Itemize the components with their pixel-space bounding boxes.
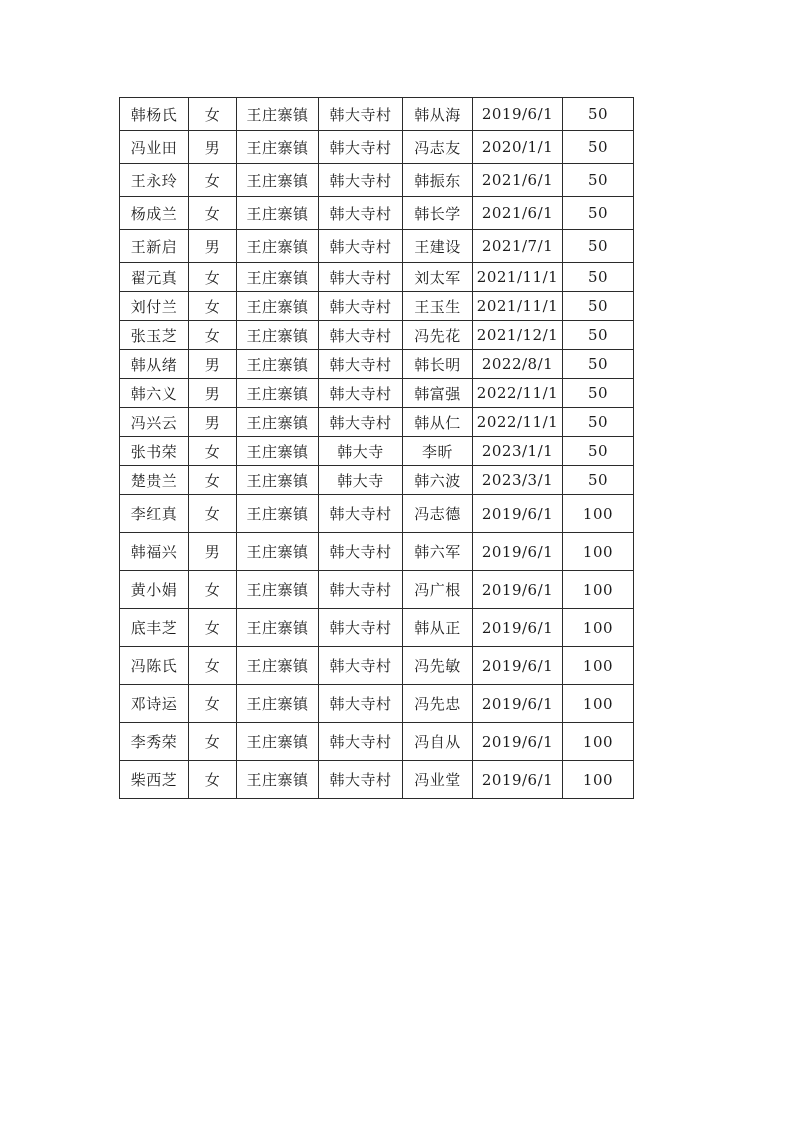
cell-date: 2022/11/1	[473, 379, 563, 408]
cell-gender: 男	[189, 350, 237, 379]
cell-name: 柴西芝	[120, 761, 189, 799]
table-row	[120, 533, 634, 571]
cell-village: 韩大寺村	[319, 350, 403, 379]
cell-name: 李秀荣	[120, 723, 189, 761]
cell-village: 韩大寺村	[319, 571, 403, 609]
table-row	[120, 761, 634, 799]
cell-village: 韩大寺村	[319, 292, 403, 321]
cell-amount: 50	[563, 466, 634, 495]
table-row	[120, 263, 634, 292]
cell-amount: 100	[563, 533, 634, 571]
cell-gender: 女	[189, 263, 237, 292]
cell-name: 王新启	[120, 230, 189, 263]
cell-town: 王庄寨镇	[237, 321, 319, 350]
cell-contact: 韩从仁	[403, 408, 473, 437]
cell-date: 2021/7/1	[473, 230, 563, 263]
cell-town: 王庄寨镇	[237, 263, 319, 292]
cell-date: 2019/6/1	[473, 571, 563, 609]
cell-village: 韩大寺村	[319, 761, 403, 799]
cell-name: 刘付兰	[120, 292, 189, 321]
cell-date: 2022/8/1	[473, 350, 563, 379]
cell-contact: 冯广根	[403, 571, 473, 609]
cell-date: 2023/3/1	[473, 466, 563, 495]
cell-contact: 冯志德	[403, 495, 473, 533]
cell-gender: 女	[189, 647, 237, 685]
cell-contact: 韩振东	[403, 164, 473, 197]
cell-village: 韩大寺村	[319, 533, 403, 571]
cell-date: 2021/11/1	[473, 292, 563, 321]
cell-contact: 韩长明	[403, 350, 473, 379]
cell-town: 王庄寨镇	[237, 164, 319, 197]
cell-amount: 100	[563, 723, 634, 761]
cell-date: 2019/6/1	[473, 685, 563, 723]
cell-date: 2021/11/1	[473, 263, 563, 292]
cell-gender: 女	[189, 495, 237, 533]
cell-town: 王庄寨镇	[237, 350, 319, 379]
records-table	[119, 97, 634, 799]
cell-amount: 50	[563, 230, 634, 263]
table-row	[120, 685, 634, 723]
cell-gender: 女	[189, 98, 237, 131]
cell-date: 2020/1/1	[473, 131, 563, 164]
cell-gender: 男	[189, 408, 237, 437]
cell-amount: 100	[563, 685, 634, 723]
cell-town: 王庄寨镇	[237, 685, 319, 723]
cell-town: 王庄寨镇	[237, 647, 319, 685]
cell-gender: 女	[189, 466, 237, 495]
cell-village: 韩大寺	[319, 466, 403, 495]
table-row	[120, 321, 634, 350]
cell-amount: 50	[563, 350, 634, 379]
cell-name: 韩从绪	[120, 350, 189, 379]
cell-gender: 女	[189, 685, 237, 723]
cell-amount: 50	[563, 131, 634, 164]
cell-gender: 女	[189, 437, 237, 466]
cell-date: 2019/6/1	[473, 98, 563, 131]
cell-contact: 冯先忠	[403, 685, 473, 723]
cell-contact: 冯志友	[403, 131, 473, 164]
table-row	[120, 466, 634, 495]
cell-contact: 冯业堂	[403, 761, 473, 799]
cell-town: 王庄寨镇	[237, 466, 319, 495]
cell-amount: 100	[563, 495, 634, 533]
cell-date: 2019/6/1	[473, 761, 563, 799]
cell-contact: 韩六军	[403, 533, 473, 571]
cell-gender: 男	[189, 379, 237, 408]
table-row	[120, 98, 634, 131]
cell-village: 韩大寺村	[319, 495, 403, 533]
table-row	[120, 609, 634, 647]
cell-gender: 男	[189, 533, 237, 571]
cell-gender: 女	[189, 292, 237, 321]
cell-amount: 50	[563, 197, 634, 230]
cell-date: 2022/11/1	[473, 408, 563, 437]
cell-contact: 冯先敏	[403, 647, 473, 685]
cell-town: 王庄寨镇	[237, 761, 319, 799]
cell-gender: 女	[189, 571, 237, 609]
cell-village: 韩大寺村	[319, 321, 403, 350]
cell-village: 韩大寺村	[319, 131, 403, 164]
cell-village: 韩大寺村	[319, 609, 403, 647]
cell-gender: 女	[189, 723, 237, 761]
cell-name: 邓诗运	[120, 685, 189, 723]
cell-name: 张玉芝	[120, 321, 189, 350]
cell-date: 2019/6/1	[473, 723, 563, 761]
table-row	[120, 292, 634, 321]
cell-name: 王永玲	[120, 164, 189, 197]
cell-date: 2021/6/1	[473, 197, 563, 230]
cell-name: 翟元真	[120, 263, 189, 292]
cell-amount: 50	[563, 98, 634, 131]
cell-amount: 50	[563, 164, 634, 197]
cell-village: 韩大寺村	[319, 230, 403, 263]
table-row	[120, 723, 634, 761]
cell-name: 楚贵兰	[120, 466, 189, 495]
cell-date: 2021/6/1	[473, 164, 563, 197]
cell-contact: 韩富强	[403, 379, 473, 408]
cell-amount: 50	[563, 292, 634, 321]
cell-contact: 冯先花	[403, 321, 473, 350]
cell-gender: 男	[189, 131, 237, 164]
cell-date: 2019/6/1	[473, 647, 563, 685]
cell-village: 韩大寺村	[319, 647, 403, 685]
cell-gender: 男	[189, 230, 237, 263]
cell-name: 张书荣	[120, 437, 189, 466]
cell-town: 王庄寨镇	[237, 131, 319, 164]
cell-gender: 女	[189, 197, 237, 230]
cell-village: 韩大寺村	[319, 379, 403, 408]
cell-name: 黄小娟	[120, 571, 189, 609]
cell-date: 2023/1/1	[473, 437, 563, 466]
cell-contact: 韩长学	[403, 197, 473, 230]
cell-name: 杨成兰	[120, 197, 189, 230]
cell-town: 王庄寨镇	[237, 533, 319, 571]
cell-village: 韩大寺村	[319, 408, 403, 437]
cell-name: 韩福兴	[120, 533, 189, 571]
table-row	[120, 350, 634, 379]
cell-name: 韩六义	[120, 379, 189, 408]
cell-contact: 李昕	[403, 437, 473, 466]
cell-village: 韩大寺	[319, 437, 403, 466]
cell-town: 王庄寨镇	[237, 230, 319, 263]
cell-village: 韩大寺村	[319, 723, 403, 761]
table-row	[120, 197, 634, 230]
cell-name: 冯陈氏	[120, 647, 189, 685]
cell-gender: 女	[189, 761, 237, 799]
cell-town: 王庄寨镇	[237, 292, 319, 321]
cell-amount: 50	[563, 321, 634, 350]
cell-village: 韩大寺村	[319, 164, 403, 197]
cell-village: 韩大寺村	[319, 98, 403, 131]
cell-amount: 50	[563, 263, 634, 292]
table-row	[120, 571, 634, 609]
cell-gender: 女	[189, 609, 237, 647]
cell-name: 冯业田	[120, 131, 189, 164]
cell-date: 2019/6/1	[473, 609, 563, 647]
cell-amount: 100	[563, 571, 634, 609]
cell-contact: 王建设	[403, 230, 473, 263]
cell-village: 韩大寺村	[319, 197, 403, 230]
cell-date: 2019/6/1	[473, 533, 563, 571]
cell-contact: 韩从正	[403, 609, 473, 647]
cell-amount: 100	[563, 761, 634, 799]
cell-town: 王庄寨镇	[237, 408, 319, 437]
cell-town: 王庄寨镇	[237, 495, 319, 533]
cell-town: 王庄寨镇	[237, 197, 319, 230]
cell-contact: 韩六波	[403, 466, 473, 495]
cell-contact: 刘太军	[403, 263, 473, 292]
table-row	[120, 379, 634, 408]
cell-name: 冯兴云	[120, 408, 189, 437]
table-row	[120, 408, 634, 437]
cell-village: 韩大寺村	[319, 685, 403, 723]
table-row	[120, 164, 634, 197]
cell-village: 韩大寺村	[319, 263, 403, 292]
records-table-body	[120, 98, 634, 799]
cell-gender: 女	[189, 321, 237, 350]
table-row	[120, 230, 634, 263]
cell-name: 底丰芝	[120, 609, 189, 647]
cell-gender: 女	[189, 164, 237, 197]
cell-amount: 100	[563, 609, 634, 647]
table-row	[120, 495, 634, 533]
cell-name: 李红真	[120, 495, 189, 533]
table-row	[120, 437, 634, 466]
cell-contact: 韩从海	[403, 98, 473, 131]
cell-town: 王庄寨镇	[237, 571, 319, 609]
cell-amount: 50	[563, 437, 634, 466]
table-row	[120, 647, 634, 685]
cell-contact: 王玉生	[403, 292, 473, 321]
cell-amount: 50	[563, 379, 634, 408]
cell-town: 王庄寨镇	[237, 609, 319, 647]
cell-amount: 50	[563, 408, 634, 437]
cell-amount: 100	[563, 647, 634, 685]
cell-town: 王庄寨镇	[237, 723, 319, 761]
cell-contact: 冯自从	[403, 723, 473, 761]
cell-town: 王庄寨镇	[237, 379, 319, 408]
cell-date: 2019/6/1	[473, 495, 563, 533]
table-row	[120, 131, 634, 164]
cell-town: 王庄寨镇	[237, 98, 319, 131]
cell-name: 韩杨氏	[120, 98, 189, 131]
cell-date: 2021/12/1	[473, 321, 563, 350]
cell-town: 王庄寨镇	[237, 437, 319, 466]
